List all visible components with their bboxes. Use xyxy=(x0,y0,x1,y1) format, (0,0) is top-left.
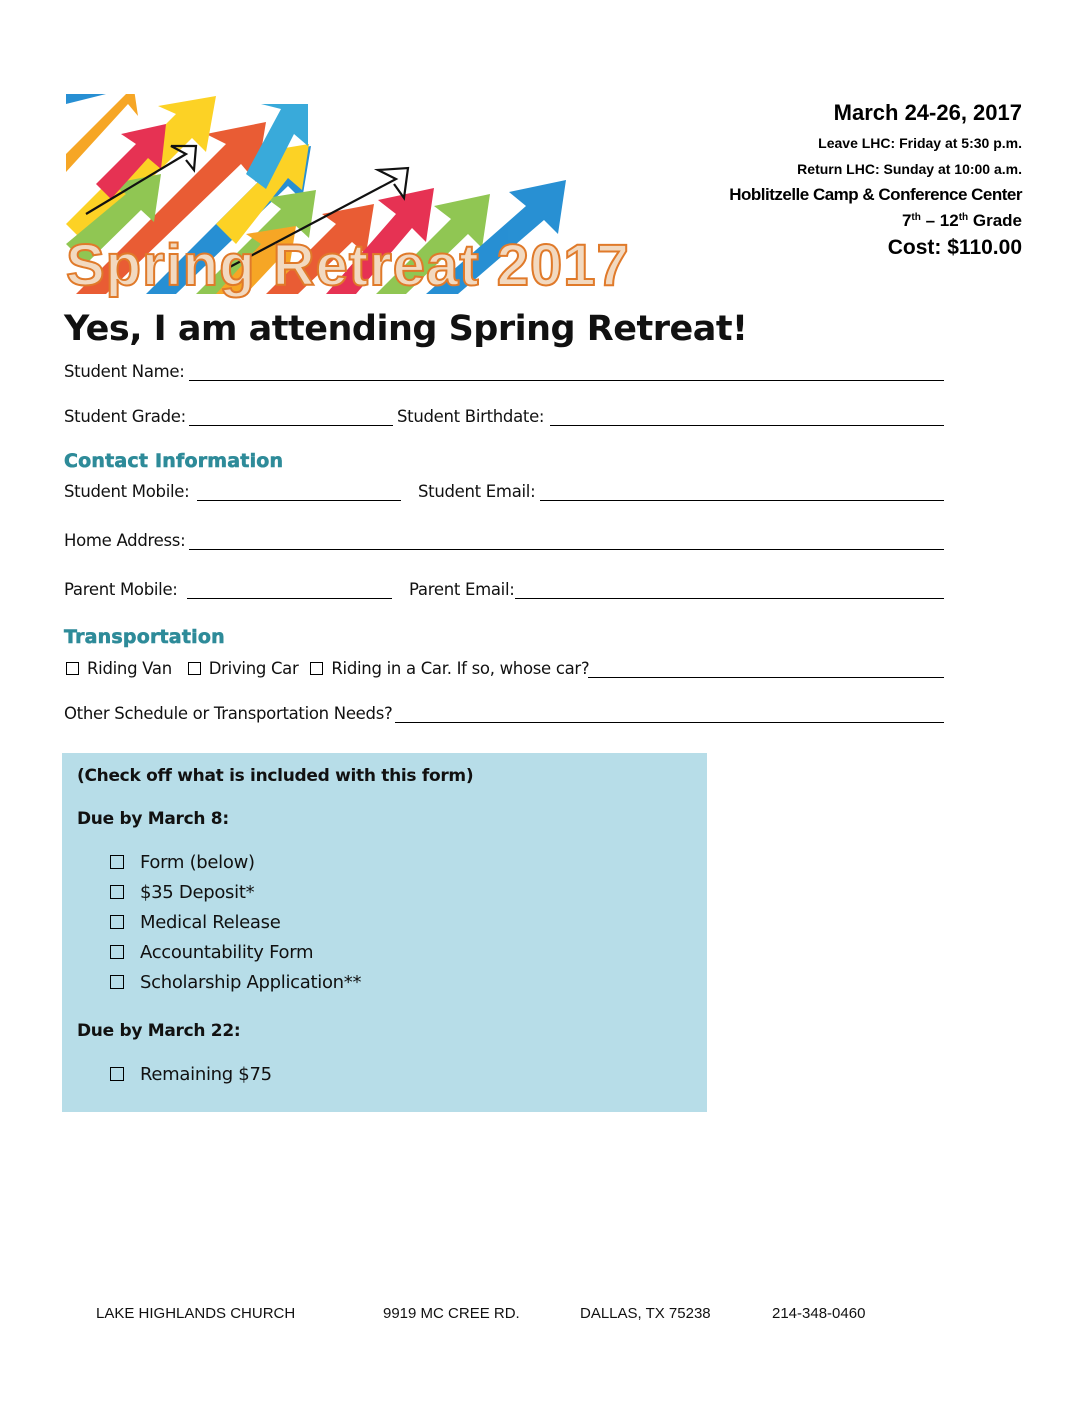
footer-church: LAKE HIGHLANDS CHURCH xyxy=(96,1305,296,1322)
transport-options xyxy=(66,659,589,678)
footer-street: 9919 MC CREE RD. xyxy=(383,1305,520,1322)
riding-car-checkbox[interactable] xyxy=(310,662,323,675)
event-cost: Cost: $110.00 xyxy=(887,236,1022,259)
other-needs-field[interactable] xyxy=(395,722,944,723)
riding-van-checkbox[interactable] xyxy=(66,662,79,675)
parent-mobile-field[interactable] xyxy=(187,598,392,599)
student-name-field[interactable] xyxy=(189,380,944,381)
parent-email-label: Parent Email: xyxy=(409,580,515,599)
student-email-field[interactable] xyxy=(540,500,944,501)
home-address-label: Home Address: xyxy=(64,531,186,550)
footer-city: DALLAS, TX 75238 xyxy=(580,1305,711,1322)
checklist-item: Accountability Form xyxy=(110,942,313,963)
student-mobile-label: Student Mobile: xyxy=(64,482,190,501)
checklist-item: Remaining $75 xyxy=(110,1064,272,1085)
banner-title: Spring Retreat 2017 xyxy=(66,233,630,298)
riding-van-label: Riding Van xyxy=(87,659,172,678)
home-address-field[interactable] xyxy=(189,549,944,550)
checklist-box xyxy=(62,753,707,1112)
deposit-checkbox[interactable] xyxy=(110,885,124,899)
checklist-item: Form (below) xyxy=(110,852,255,873)
checklist-item: $35 Deposit* xyxy=(110,882,254,903)
checklist-item: Scholarship Application** xyxy=(110,972,361,993)
remaining-payment-checkbox[interactable] xyxy=(110,1067,124,1081)
student-birthdate-label: Student Birthdate: xyxy=(397,407,545,426)
parent-email-field[interactable] xyxy=(515,598,944,599)
checklist-item: Medical Release xyxy=(110,912,281,933)
other-needs-label: Other Schedule or Transportation Needs? xyxy=(64,704,393,723)
return-time: Return LHC: Sunday at 10:00 a.m. xyxy=(797,161,1022,177)
student-name-label: Student Name: xyxy=(64,362,185,381)
student-birthdate-field[interactable] xyxy=(550,425,944,426)
student-grade-field[interactable] xyxy=(189,425,393,426)
parent-mobile-label: Parent Mobile: xyxy=(64,580,178,599)
contact-information-heading: Contact Information xyxy=(64,450,284,472)
driving-car-checkbox[interactable] xyxy=(188,662,201,675)
checklist-intro: (Check off what is included with this form) xyxy=(77,766,474,786)
accountability-form-checkbox[interactable] xyxy=(110,945,124,959)
student-email-label: Student Email: xyxy=(418,482,536,501)
form-checkbox[interactable] xyxy=(110,855,124,869)
due-march-8-heading: Due by March 8: xyxy=(77,809,229,829)
transportation-heading: Transportation xyxy=(64,626,225,648)
whose-car-field[interactable] xyxy=(588,677,944,678)
page-title: Yes, I am attending Spring Retreat! xyxy=(64,309,748,349)
due-march-22-heading: Due by March 22: xyxy=(77,1021,241,1041)
footer-phone: 214-348-0460 xyxy=(772,1305,866,1322)
grade-range: 7th – 12th Grade xyxy=(901,211,1022,230)
driving-car-label: Driving Car xyxy=(208,659,299,678)
medical-release-checkbox[interactable] xyxy=(110,915,124,929)
leave-time: Leave LHC: Friday at 5:30 p.m. xyxy=(818,135,1022,151)
event-location: Hoblitzelle Camp & Conference Center xyxy=(729,185,1022,204)
scholarship-application-checkbox[interactable] xyxy=(110,975,124,989)
student-mobile-field[interactable] xyxy=(197,500,401,501)
riding-car-label: Riding in a Car. If so, whose car? xyxy=(331,659,590,678)
event-dates: March 24-26, 2017 xyxy=(833,100,1022,125)
student-grade-label: Student Grade: xyxy=(64,407,186,426)
